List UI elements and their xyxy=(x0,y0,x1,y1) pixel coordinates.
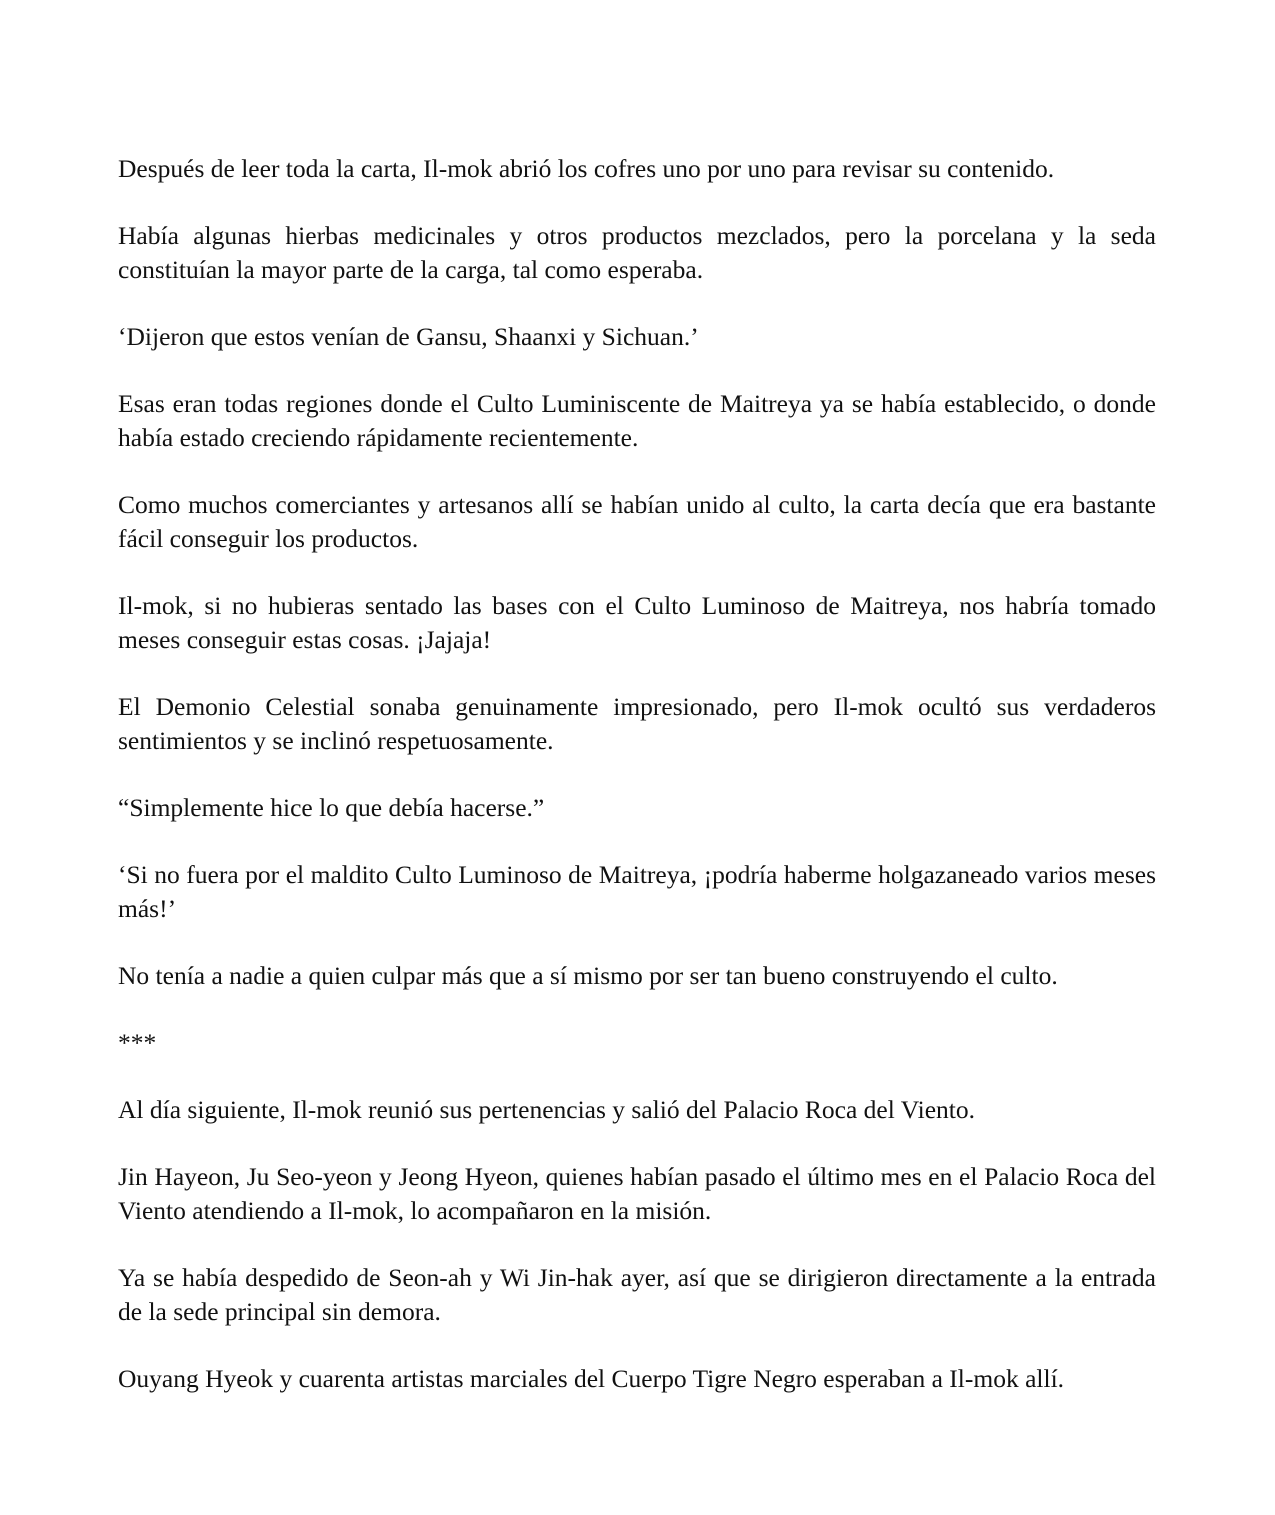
paragraph: No tenía a nadie a quien culpar más que a sí mismo por ser tan bueno construyendo el culto. xyxy=(118,961,1058,990)
paragraph: ‘Si no fuera por el maldito Culto Luminoso de Maitreya, ¡podría haberme holgazaneado varios meses más!’ xyxy=(118,860,1156,923)
paragraph: Al día siguiente, Il-mok reunió sus pertenencias y salió del Palacio Roca del Viento. xyxy=(118,1095,975,1124)
paragraph: Jin Hayeon, Ju Seo-yeon y Jeong Hyeon, quienes habían pasado el último mes en el Palacio Roca del Viento atendiendo a Il-mok, lo acompañaron en la misión. xyxy=(118,1162,1156,1225)
paragraph: Después de leer toda la carta, Il-mok abrió los cofres uno por uno para revisar su contenido. xyxy=(118,154,1055,183)
paragraph: Ouyang Hyeok y cuarenta artistas marciales del Cuerpo Tigre Negro esperaban a Il-mok allí. xyxy=(118,1364,1065,1393)
paragraph: Esas eran todas regiones donde el Culto Luminiscente de Maitreya ya se había establecido, o donde había estado creciendo rápidamente recientemente. xyxy=(118,389,1156,452)
paragraph: Ya se había despedido de Seon-ah y Wi Jin-hak ayer, así que se dirigieron directamente a la entrada de la sede principal sin demora. xyxy=(118,1263,1156,1326)
body-text xyxy=(118,152,1156,1429)
paragraph: Había algunas hierbas medicinales y otros productos mezclados, pero la porcelana y la seda constituían la mayor parte de la carga, tal como esperaba. xyxy=(118,221,1156,284)
paragraph: Il-mok, si no hubieras sentado las bases con el Culto Luminoso de Maitreya, nos habría tomado meses conseguir estas cosas. ¡Jajaja! xyxy=(118,591,1156,654)
paragraph: “Simplemente hice lo que debía hacerse.” xyxy=(118,793,545,822)
scene-break: *** xyxy=(118,1028,157,1057)
paragraph: El Demonio Celestial sonaba genuinamente impresionado, pero Il-mok ocultó sus verdaderos sentimientos y se inclinó respetuosamente. xyxy=(118,692,1156,755)
paragraph: Como muchos comerciantes y artesanos allí se habían unido al culto, la carta decía que era bastante fácil conseguir los productos. xyxy=(118,490,1156,553)
paragraph: ‘Dijeron que estos venían de Gansu, Shaanxi y Sichuan.’ xyxy=(118,322,699,351)
